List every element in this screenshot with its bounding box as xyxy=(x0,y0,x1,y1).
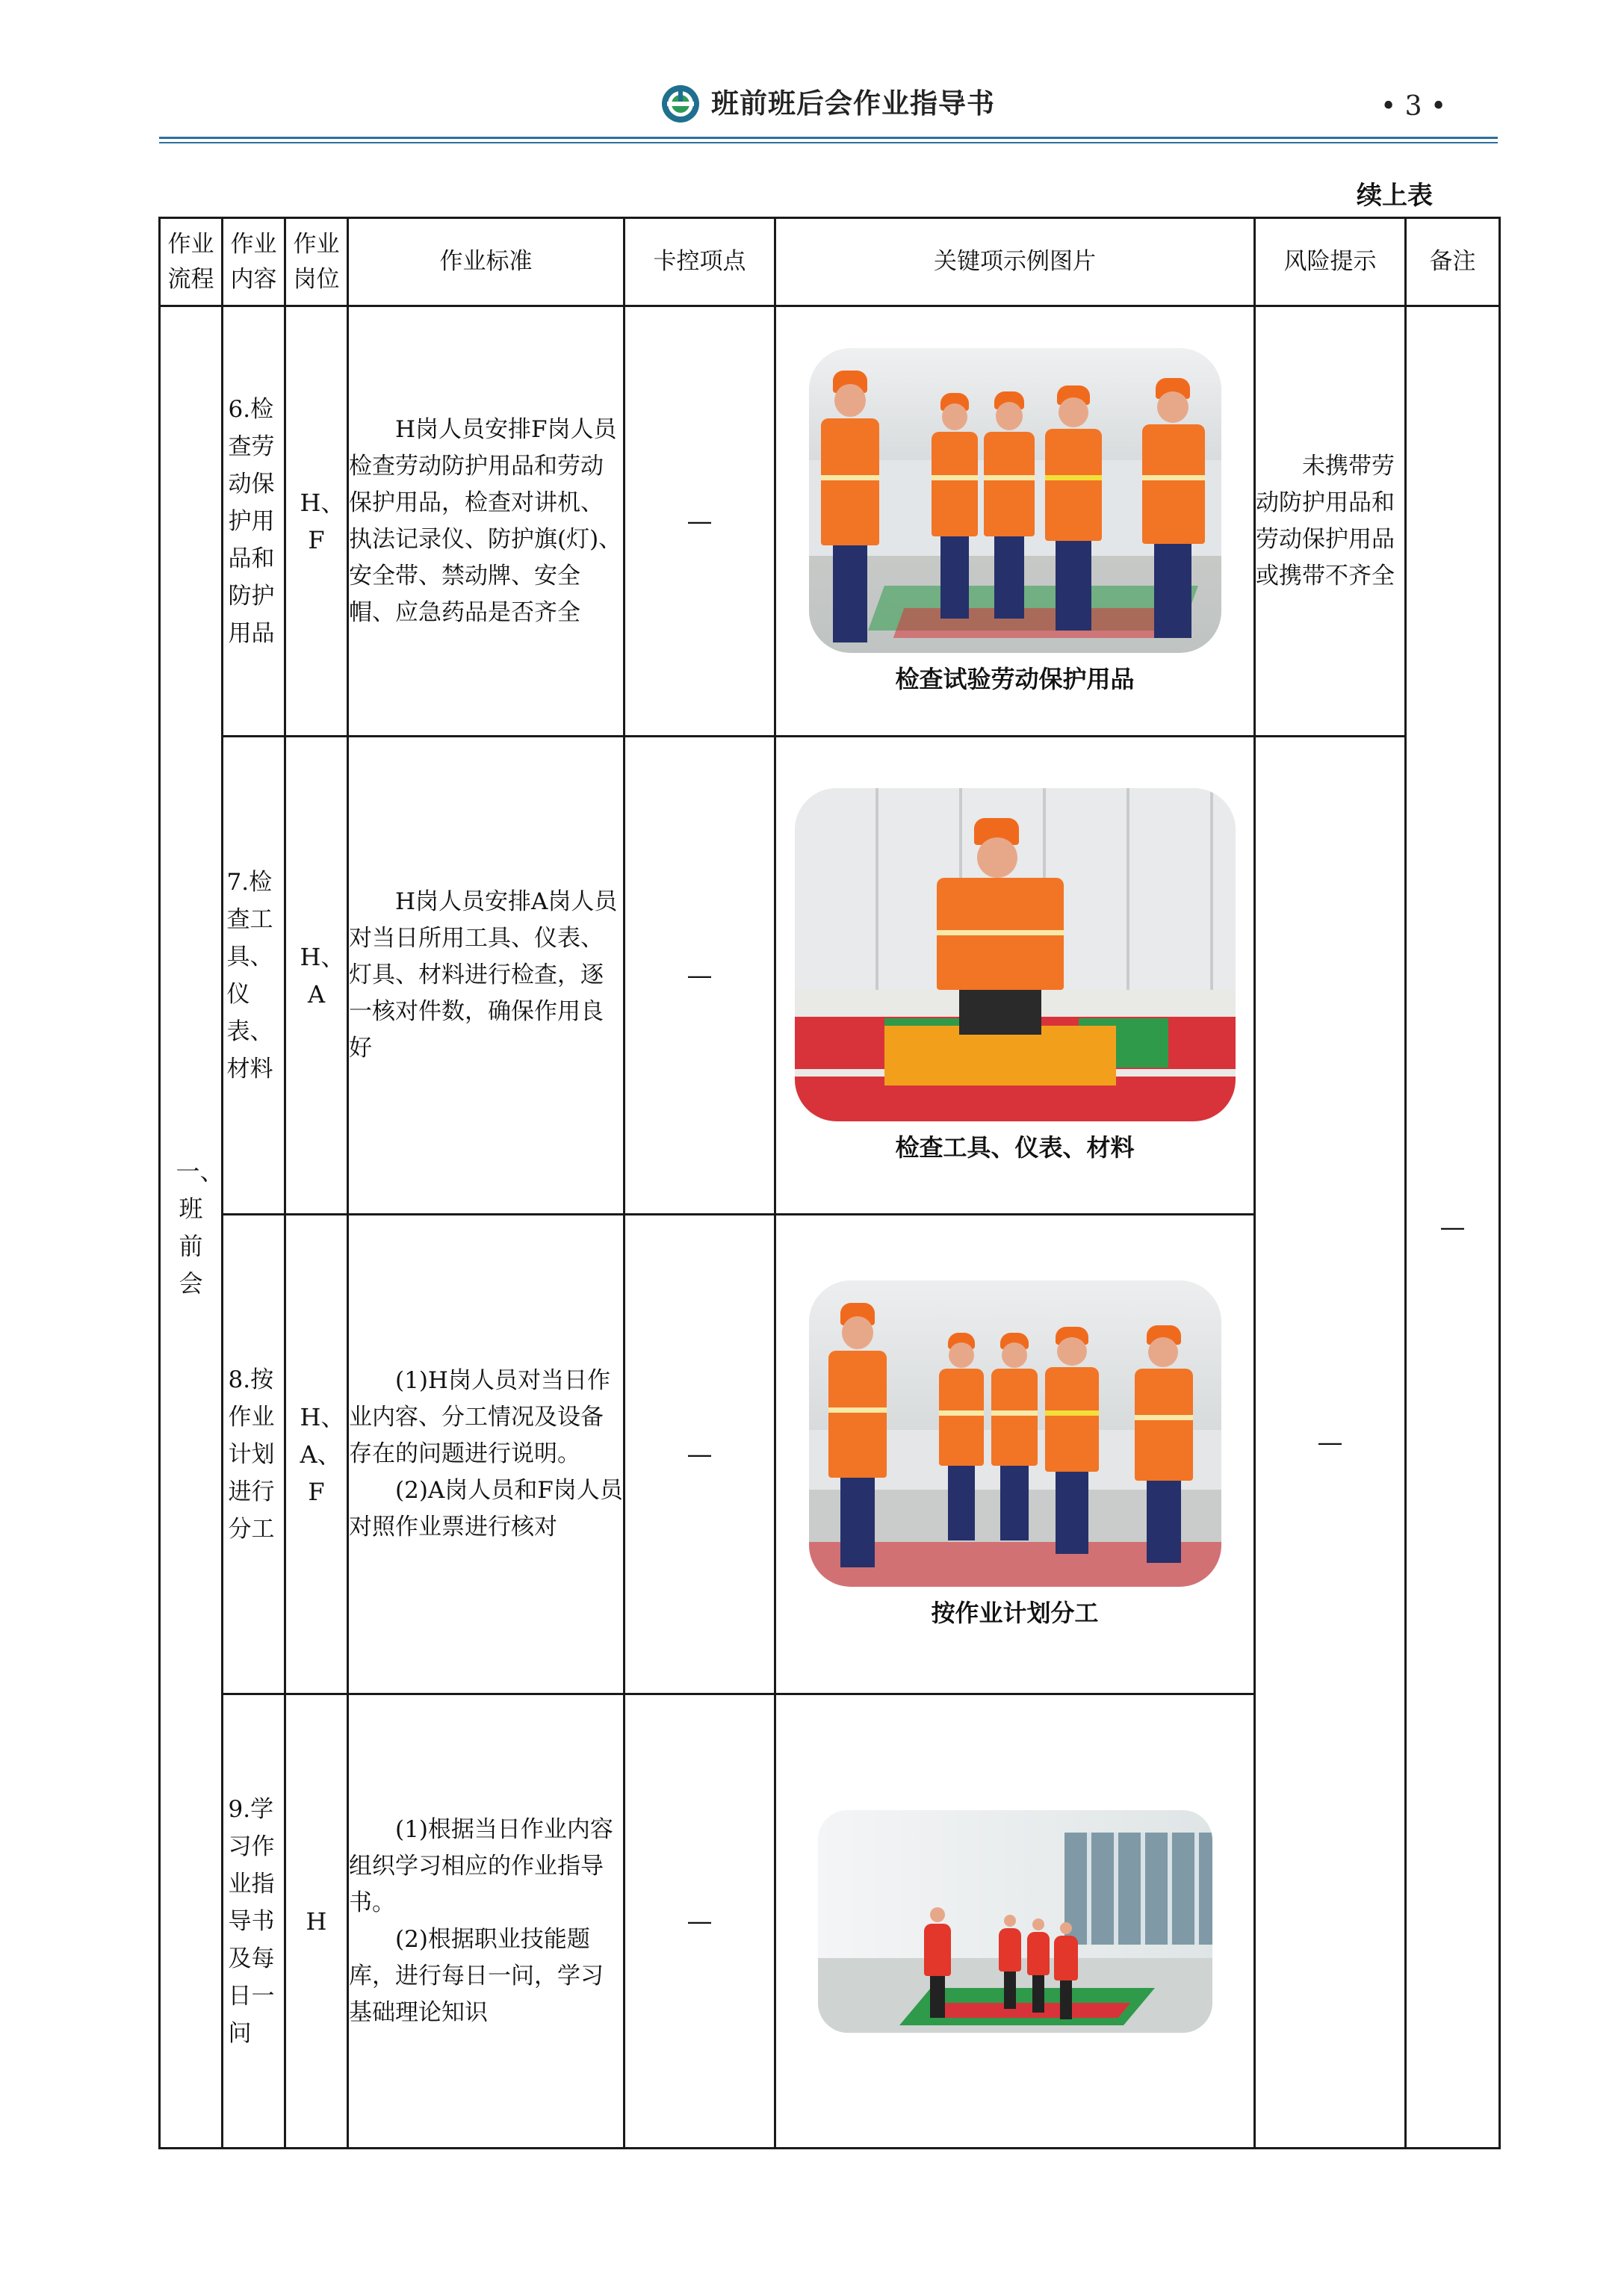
photo-caption: 检查试验劳动保护用品 xyxy=(895,664,1135,693)
study-session-photo xyxy=(818,1810,1212,2033)
post-cell: H、A、F xyxy=(285,1215,348,1694)
col-standard-header: 作业标准 xyxy=(348,218,625,306)
col-post-header: 作业 岗位 xyxy=(285,218,348,306)
col-risk-header: 风险提示 xyxy=(1255,218,1406,306)
page-number: • 3 • xyxy=(1380,91,1447,122)
control-cell: — xyxy=(625,306,775,737)
image-cell xyxy=(775,306,1255,737)
col-content-header: 作业 内容 xyxy=(223,218,285,306)
continued-label: 续上表 xyxy=(1357,181,1433,211)
risk-cell: — xyxy=(1255,737,1406,2149)
photo-caption: 按作业计划分工 xyxy=(931,1598,1099,1627)
work-assignment-photo xyxy=(809,1280,1221,1587)
table-row xyxy=(160,737,1500,1215)
standard-cell: H岗人员安排A岗人员对当日所用工具、仪表、灯具、材料进行检查，逐一核对件数，确保作用良好 xyxy=(348,737,625,1215)
post-cell: H xyxy=(285,1694,348,2149)
col-image-header: 关键项示例图片 xyxy=(775,218,1255,306)
post-cell: H、A xyxy=(285,737,348,1215)
risk-cell: 未携带劳动防护用品和劳动保护用品或携带不齐全 xyxy=(1255,306,1406,737)
content-cell: 8.按作业计划进行分工 xyxy=(223,1215,285,1694)
instruction-table xyxy=(158,217,1501,2149)
content-cell: 9.学习作业指导书及每日一问 xyxy=(223,1694,285,2149)
standard-cell: H岗人员安排F岗人员检查劳动防护用品和劳动保护用品，检查对讲机、执法记录仪、防护旗(灯)、安全带、禁动牌、安全帽、应急药品是否齐全 xyxy=(348,306,625,737)
photo-caption: 检查工具、仪表、材料 xyxy=(895,1133,1135,1162)
ppe-check-photo xyxy=(809,348,1221,653)
standard-cell: (1)H岗人员对当日作业内容、分工情况及设备存在的问题进行说明。 (2)A岗人员和F岗人员对照作业票进行核对 xyxy=(348,1215,625,1694)
image-cell xyxy=(775,1694,1255,2149)
col-process-header: 作业 流程 xyxy=(160,218,223,306)
header-rule xyxy=(159,137,1498,139)
content-cell: 6.检查劳动保护用品和防护用品 xyxy=(223,306,285,737)
post-cell: H、F xyxy=(285,306,348,737)
image-cell xyxy=(775,1215,1255,1694)
table-row xyxy=(160,306,1500,737)
control-cell: — xyxy=(625,737,775,1215)
header-rule-thin xyxy=(159,142,1498,143)
remark-cell: — xyxy=(1406,306,1500,2149)
col-control-header: 卡控项点 xyxy=(625,218,775,306)
header-row xyxy=(160,218,1500,306)
control-cell: — xyxy=(625,1694,775,2149)
col-remark-header: 备注 xyxy=(1406,218,1500,306)
image-cell xyxy=(775,737,1255,1215)
document-title: 班前班后会作业指导书 xyxy=(711,87,995,120)
content-cell: 7.检查工具、仪表、材料 xyxy=(223,737,285,1215)
railway-logo-icon xyxy=(660,84,701,124)
standard-cell: (1)根据当日作业内容组织学习相应的作业指导书。 (2)根据职业技能题库，进行每日一问，学习基础理论知识 xyxy=(348,1694,625,2149)
process-cell: 一、班前会 xyxy=(160,306,223,2149)
control-cell: — xyxy=(625,1215,775,1694)
tool-check-photo xyxy=(795,788,1236,1121)
